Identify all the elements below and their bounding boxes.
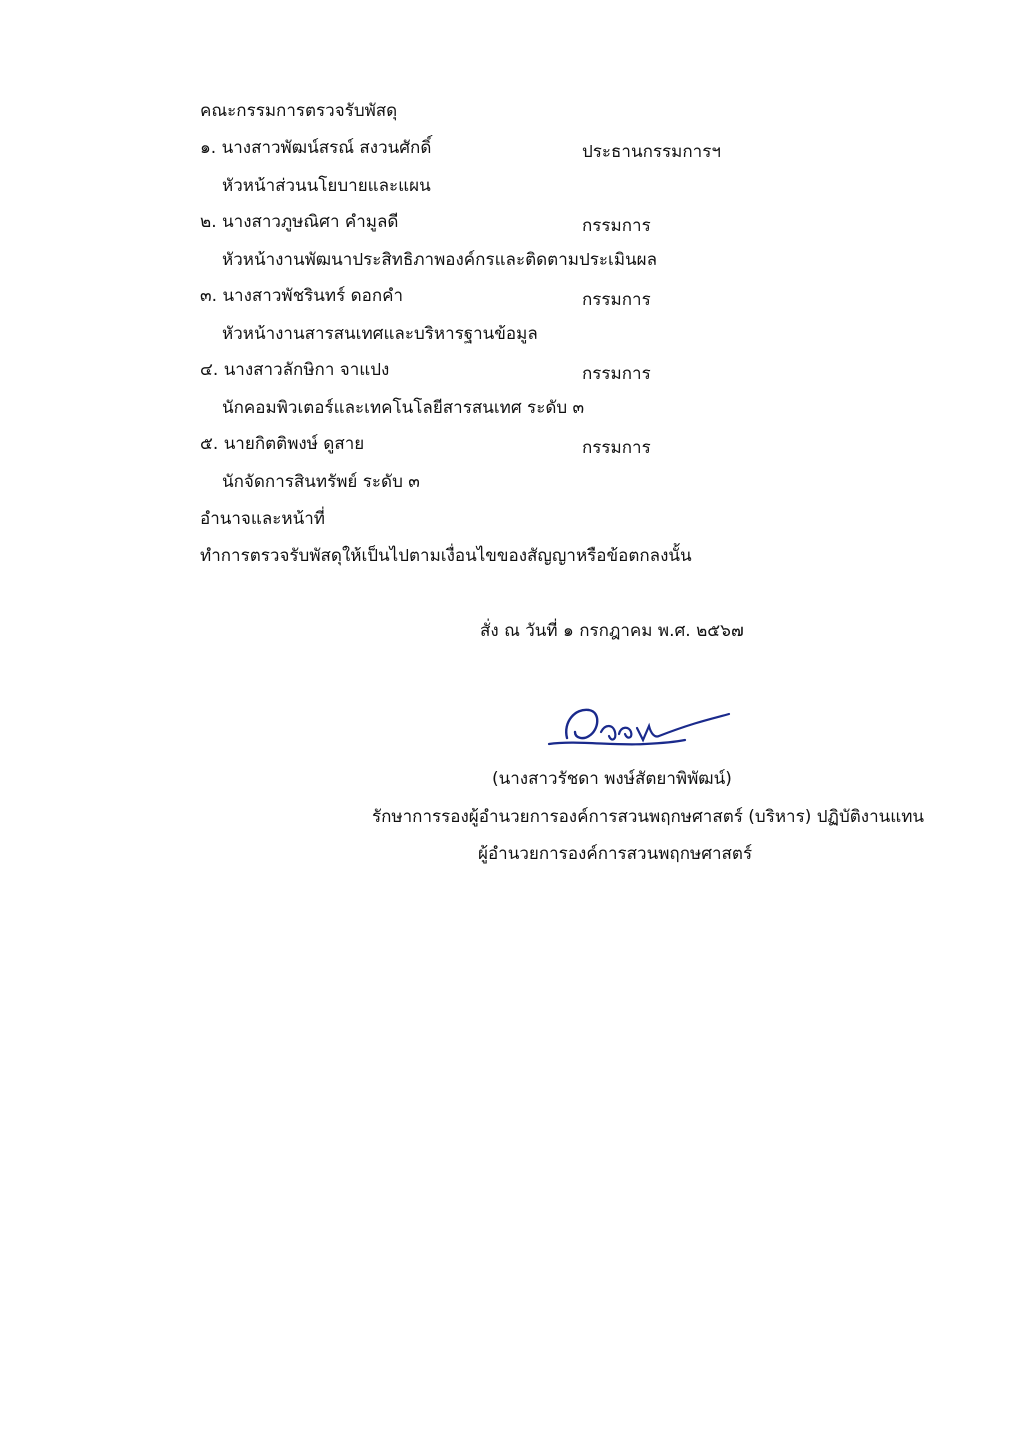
member-4-position: นักคอมพิวเตอร์และเทคโนโลยีสารสนเทศ ระดับ ๓ bbox=[222, 398, 585, 418]
signer-name: (นางสาวรัชดา พงษ์สัตยาพิพัฒน์) bbox=[492, 769, 732, 789]
duties-text: ทำการตรวจรับพัสดุให้เป็นไปตามเงื่อนไขของสัญญาหรือข้อตกลงนั้น bbox=[200, 546, 692, 566]
member-2-name bbox=[200, 211, 398, 233]
member-1-position: หัวหน้าส่วนนโยบายและแผน bbox=[222, 176, 431, 196]
member-name: นางสาวภูษณิศา คำมูลดี bbox=[222, 212, 399, 232]
signer-title-1: รักษาการรองผู้อำนวยการองค์การสวนพฤกษศาสตร์ (บริหาร) ปฏิบัติงานแทน bbox=[372, 807, 925, 827]
signer-title-2: ผู้อำนวยการองค์การสวนพฤกษศาสตร์ bbox=[478, 844, 753, 864]
member-name: นายกิตติพงษ์ ดูสาย bbox=[223, 434, 365, 454]
member-name: นางสาวลักษิกา จาแปง bbox=[223, 360, 390, 380]
committee-heading: คณะกรรมการตรวจรับพัสดุ bbox=[200, 101, 398, 121]
member-number: ๓. bbox=[200, 286, 218, 306]
member-1-role: ประธานกรรมการฯ bbox=[582, 142, 721, 162]
member-number: ๔. bbox=[200, 360, 219, 380]
member-name: นางสาวพัชรินทร์ ดอกคำ bbox=[222, 286, 404, 306]
member-3-position: หัวหน้างานสารสนเทศและบริหารฐานข้อมูล bbox=[222, 324, 538, 344]
member-number: ๑. bbox=[200, 138, 217, 158]
member-1-name bbox=[200, 137, 431, 159]
member-number: ๕. bbox=[200, 434, 219, 454]
member-4-role: กรรมการ bbox=[582, 364, 651, 384]
member-5-name bbox=[200, 433, 364, 455]
member-name: นางสาวพัฒน์สรณ์ สงวนศักดิ์ bbox=[221, 138, 432, 158]
member-4-name bbox=[200, 359, 389, 381]
handwritten-signature bbox=[545, 700, 735, 760]
member-2-position: หัวหน้างานพัฒนาประสิทธิภาพองค์กรและติดตามประเมินผล bbox=[222, 250, 658, 270]
member-5-position: นักจัดการสินทรัพย์ ระดับ ๓ bbox=[222, 472, 420, 492]
member-3-role: กรรมการ bbox=[582, 290, 651, 310]
order-date: สั่ง ณ วันที่ ๑ กรกฎาคม พ.ศ. ๒๕๖๗ bbox=[480, 621, 744, 641]
member-2-role: กรรมการ bbox=[582, 216, 651, 236]
member-3-name bbox=[200, 285, 403, 307]
member-5-role: กรรมการ bbox=[582, 438, 651, 458]
duties-heading: อำนาจและหน้าที่ bbox=[200, 509, 325, 529]
member-number: ๒. bbox=[200, 212, 217, 232]
